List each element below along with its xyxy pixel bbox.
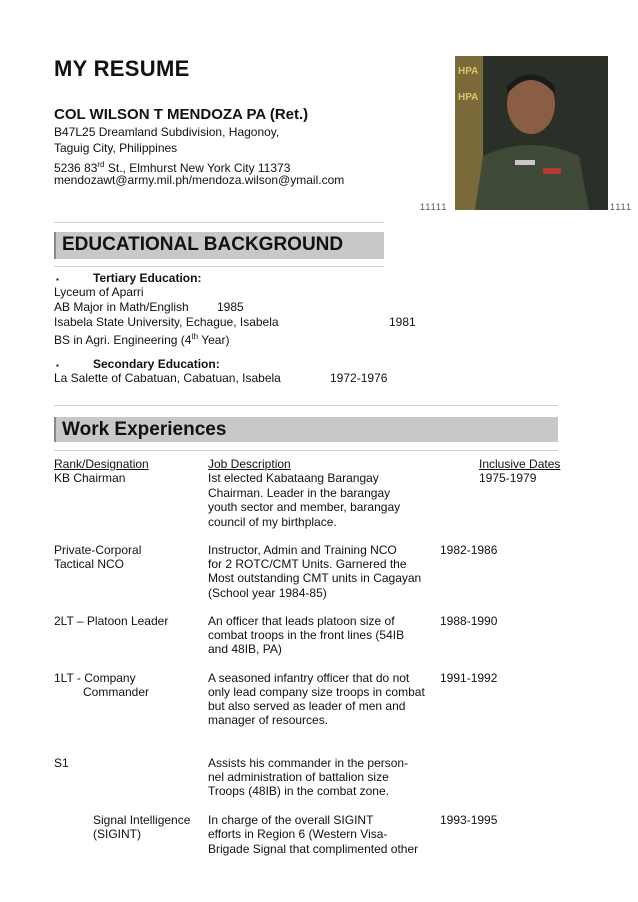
divider <box>54 450 558 451</box>
work-job-line: An officer that leads platoon size of <box>208 614 395 628</box>
work-job-line: A seasoned infantry officer that do not <box>208 671 410 685</box>
work-job-line: youth sector and member, barangay <box>208 500 401 514</box>
tertiary-year-1: 1985 <box>217 300 244 314</box>
work-job-line: manager of resources. <box>208 713 329 727</box>
column-header-dates: Inclusive Dates <box>479 457 561 471</box>
work-dates: 1993-1995 <box>440 813 498 827</box>
tertiary-school-1: Lyceum of Aparri <box>54 285 144 299</box>
tertiary-label: Tertiary Education: <box>93 271 202 285</box>
secondary-school: La Salette of Cabatuan, Cabatuan, Isabela <box>54 371 281 385</box>
work-rank: 1LT - Company <box>54 671 136 685</box>
section-heading-work: Work Experiences <box>54 417 558 442</box>
work-job-line: In charge of the overall SIGINT <box>208 813 374 827</box>
work-dates: 1975-1979 <box>479 471 537 485</box>
work-dates: 1982-1986 <box>440 543 498 557</box>
photo-ref-right: 1111 <box>610 202 633 212</box>
work-job-line: combat troops in the front lines (54IB <box>208 628 405 642</box>
page-title: MY RESUME <box>54 56 190 81</box>
column-header-job: Job Description <box>208 457 291 471</box>
divider <box>54 222 384 223</box>
column-header-rank: Rank/Designation <box>54 457 149 471</box>
email-addresses: mendozawt@army.mil.ph/mendoza.wilson@ymail.com <box>54 173 345 187</box>
address-line-1: B47L25 Dreamland Subdivision, Hagonoy, <box>54 125 280 139</box>
divider <box>54 266 384 267</box>
work-rank: Tactical NCO <box>54 557 125 571</box>
work-rank: Signal Intelligence <box>93 813 191 827</box>
secondary-label: Secondary Education: <box>93 357 220 371</box>
work-dates: 1991-1992 <box>440 671 498 685</box>
work-rank: Commander <box>83 685 150 699</box>
svg-text:HPA: HPA <box>458 92 479 103</box>
bullet: ▪ <box>56 275 59 284</box>
work-rank: S1 <box>54 756 69 770</box>
work-job-line: Ist elected Kabataang Barangay <box>208 471 379 485</box>
tertiary-course-1: AB Major in Math/English <box>54 300 189 314</box>
tertiary-year-2: 1981 <box>389 315 416 329</box>
profile-photo <box>455 56 608 210</box>
divider <box>54 405 558 406</box>
work-job-line: for 2 ROTC/CMT Units. Garnered the <box>208 557 407 571</box>
work-job-line: council of my birthplace. <box>208 515 337 529</box>
person-name: COL WILSON T MENDOZA PA (Ret.) <box>54 106 309 123</box>
secondary-year: 1972-1976 <box>330 371 388 385</box>
work-job-line: Brigade Signal that complimented other <box>208 842 419 856</box>
work-job-line: Most outstanding CMT units in Cagayan <box>208 571 422 585</box>
work-job-line: but also served as leader of men and <box>208 699 406 713</box>
work-job-line: Instructor, Admin and Training NCO <box>208 543 397 557</box>
section-heading-education: EDUCATIONAL BACKGROUND <box>54 232 384 259</box>
work-job-line: efforts in Region 6 (Western Visa- <box>208 827 388 841</box>
work-dates: 1988-1990 <box>440 614 498 628</box>
work-job-line: (School year 1984-85) <box>208 586 327 600</box>
work-rank: KB Chairman <box>54 471 126 485</box>
work-rank: (SIGINT) <box>93 827 141 841</box>
svg-text:HPA: HPA <box>458 66 479 77</box>
address-line-2: Taguig City, Philippines <box>54 141 178 155</box>
work-job-line: Troops (48IB) in the combat zone. <box>208 784 389 798</box>
work-job-line: only lead company size troops in combat <box>208 685 425 699</box>
work-job-line: and 48IB, PA) <box>208 642 282 656</box>
tertiary-school-2: Isabela State University, Echague, Isabela <box>54 315 279 329</box>
work-job-line: Assists his commander in the person- <box>208 756 409 770</box>
photo-ref-left: 11111 <box>420 202 448 212</box>
work-job-line: nel administration of battalion size <box>208 770 389 784</box>
tertiary-course-2: BS in Agri. Engineering (4th Year) <box>54 332 230 347</box>
work-rank: Private-Corporal <box>54 543 142 557</box>
work-job-line: Chairman. Leader in the barangay <box>208 486 391 500</box>
work-rank: 2LT – Platoon Leader <box>54 614 169 628</box>
bullet: ▪ <box>56 361 59 370</box>
address-line-3: 5236 83rd St., Elmhurst New York City 11373 <box>54 160 291 175</box>
